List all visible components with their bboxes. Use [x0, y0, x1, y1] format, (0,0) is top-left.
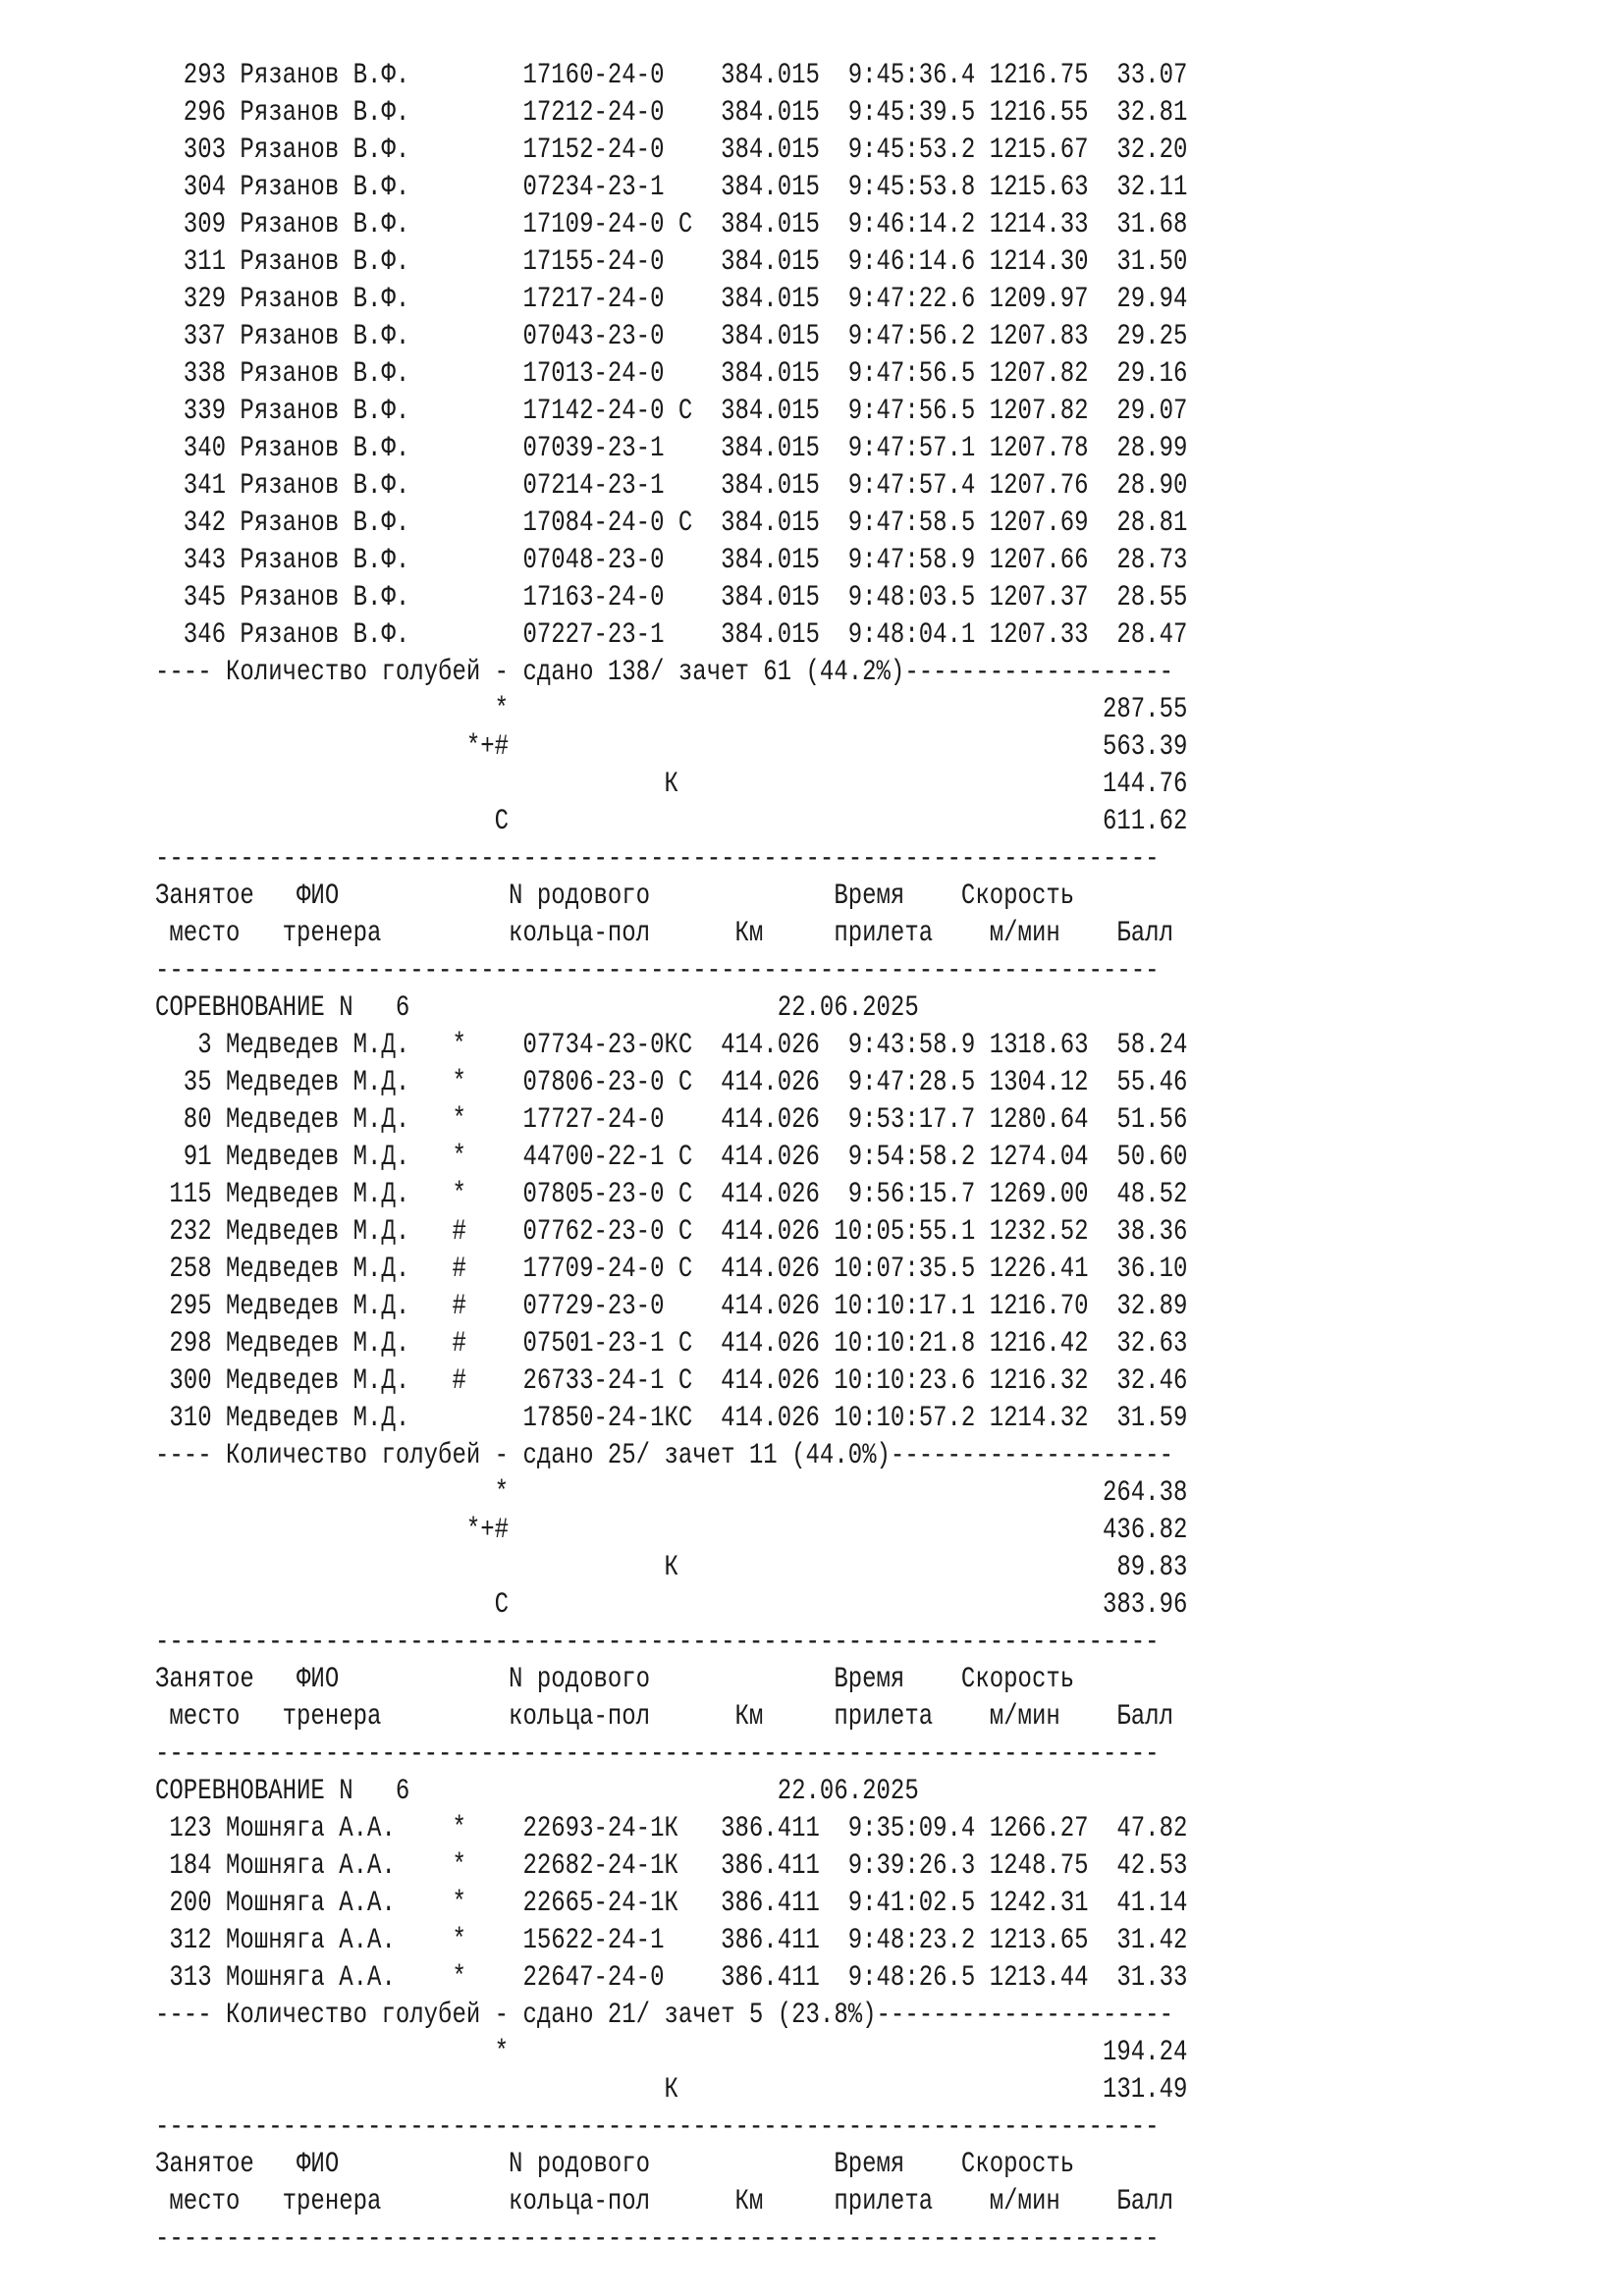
separator-line: -----------------------------------------------------------------------: [155, 1626, 1160, 1659]
result-row: 329 Рязанов В.Ф. 17217-24-0 384.015 9:47:22.6 1209.97 29.94: [155, 283, 1188, 316]
total-line: К 144.76: [155, 768, 1188, 801]
separator-line: -----------------------------------------------------------------------: [155, 842, 1160, 876]
summary-line: ---- Количество голубей - сдано 25/ зачет 11 (44.0%)--------------------: [155, 1439, 1173, 1472]
total-line: *+# 436.82: [155, 1514, 1188, 1547]
separator-line: -----------------------------------------------------------------------: [155, 2222, 1160, 2256]
header-row-1: Занятое ФИО N родового Время Скорость: [155, 2148, 1075, 2181]
total-line: * 264.38: [155, 1476, 1188, 1510]
result-row: 80 Медведев М.Д. * 17727-24-0 414.026 9:53:17.7 1280.64 51.56: [155, 1103, 1188, 1137]
summary-line: ---- Количество голубей - сдано 138/ зачет 61 (44.2%)-------------------: [155, 656, 1173, 689]
result-row: 303 Рязанов В.Ф. 17152-24-0 384.015 9:45:53.2 1215.67 32.20: [155, 133, 1188, 167]
result-row: 312 Мошняга А.А. * 15622-24-1 386.411 9:48:23.2 1213.65 31.42: [155, 1924, 1188, 1957]
result-row: 258 Медведев М.Д. # 17709-24-0 С 414.026 10:07:35.5 1226.41 36.10: [155, 1253, 1188, 1286]
total-line: К 89.83: [155, 1551, 1188, 1584]
result-row: 115 Медведев М.Д. * 07805-23-0 С 414.026 9:56:15.7 1269.00 48.52: [155, 1178, 1188, 1211]
result-row: 293 Рязанов В.Ф. 17160-24-0 384.015 9:45:36.4 1216.75 33.07: [155, 59, 1188, 92]
result-row: 311 Рязанов В.Ф. 17155-24-0 384.015 9:46:14.6 1214.30 31.50: [155, 245, 1188, 279]
result-row: 295 Медведев М.Д. # 07729-23-0 414.026 10:10:17.1 1216.70 32.89: [155, 1290, 1188, 1323]
separator-line: -----------------------------------------------------------------------: [155, 2110, 1160, 2144]
header-row-2: место тренера кольца-пол Км прилета м/мин Балл: [155, 1700, 1173, 1734]
total-line: *+# 563.39: [155, 730, 1188, 764]
result-row: 200 Мошняга А.А. * 22665-24-1К 386.411 9:41:02.5 1242.31 41.14: [155, 1887, 1188, 1920]
result-row: 345 Рязанов В.Ф. 17163-24-0 384.015 9:48:03.5 1207.37 28.55: [155, 581, 1188, 614]
total-line: * 287.55: [155, 693, 1188, 726]
result-row: 309 Рязанов В.Ф. 17109-24-0 С 384.015 9:46:14.2 1214.33 31.68: [155, 208, 1188, 241]
result-row: 338 Рязанов В.Ф. 17013-24-0 384.015 9:47:56.5 1207.82 29.16: [155, 357, 1188, 391]
total-line: * 194.24: [155, 2036, 1188, 2069]
result-row: 337 Рязанов В.Ф. 07043-23-0 384.015 9:47:56.2 1207.83 29.25: [155, 320, 1188, 353]
result-row: 313 Мошняга А.А. * 22647-24-0 386.411 9:48:26.5 1213.44 31.33: [155, 1961, 1188, 1995]
result-row: 342 Рязанов В.Ф. 17084-24-0 С 384.015 9:47:58.5 1207.69 28.81: [155, 507, 1188, 540]
result-row: 35 Медведев М.Д. * 07806-23-0 С 414.026 9:47:28.5 1304.12 55.46: [155, 1066, 1188, 1099]
result-row: 343 Рязанов В.Ф. 07048-23-0 384.015 9:47:58.9 1207.66 28.73: [155, 544, 1188, 577]
header-row-2: место тренера кольца-пол Км прилета м/мин Балл: [155, 917, 1173, 950]
total-line: С 611.62: [155, 805, 1188, 838]
result-row: 339 Рязанов В.Ф. 17142-24-0 С 384.015 9:47:56.5 1207.82 29.07: [155, 395, 1188, 428]
result-row: 3 Медведев М.Д. * 07734-23-0КС 414.026 9:43:58.9 1318.63 58.24: [155, 1029, 1188, 1062]
result-row: 346 Рязанов В.Ф. 07227-23-1 384.015 9:48:04.1 1207.33 28.47: [155, 618, 1188, 652]
total-line: С 383.96: [155, 1588, 1188, 1622]
header-row-1: Занятое ФИО N родового Время Скорость: [155, 1663, 1075, 1696]
competition-line: СОРЕВНОВАНИЕ N 6 22.06.2025: [155, 991, 919, 1025]
result-row: 232 Медведев М.Д. # 07762-23-0 С 414.026 10:05:55.1 1232.52 38.36: [155, 1215, 1188, 1249]
competition-line: СОРЕВНОВАНИЕ N 6 22.06.2025: [155, 1775, 919, 1808]
result-row: 296 Рязанов В.Ф. 17212-24-0 384.015 9:45:39.5 1216.55 32.81: [155, 96, 1188, 130]
separator-line: -----------------------------------------------------------------------: [155, 954, 1160, 988]
result-row: 340 Рязанов В.Ф. 07039-23-1 384.015 9:47:57.1 1207.78 28.99: [155, 432, 1188, 465]
total-line: К 131.49: [155, 2073, 1188, 2107]
result-row: 341 Рязанов В.Ф. 07214-23-1 384.015 9:47:57.4 1207.76 28.90: [155, 469, 1188, 503]
summary-line: ---- Количество голубей - сдано 21/ зачет 5 (23.8%)---------------------: [155, 1999, 1173, 2032]
header-row-2: место тренера кольца-пол Км прилета м/мин Балл: [155, 2185, 1173, 2218]
result-row: 304 Рязанов В.Ф. 07234-23-1 384.015 9:45:53.8 1215.63 32.11: [155, 171, 1188, 204]
result-row: 184 Мошняга А.А. * 22682-24-1К 386.411 9:39:26.3 1248.75 42.53: [155, 1849, 1188, 1883]
result-row: 123 Мошняга А.А. * 22693-24-1К 386.411 9:35:09.4 1266.27 47.82: [155, 1812, 1188, 1845]
result-row: 91 Медведев М.Д. * 44700-22-1 С 414.026 9:54:58.2 1274.04 50.60: [155, 1141, 1188, 1174]
result-row: 310 Медведев М.Д. 17850-24-1КС 414.026 10:10:57.2 1214.32 31.59: [155, 1402, 1188, 1435]
result-row: 298 Медведев М.Д. # 07501-23-1 С 414.026 10:10:21.8 1216.42 32.63: [155, 1327, 1188, 1361]
separator-line: -----------------------------------------------------------------------: [155, 1737, 1160, 1771]
result-row: 300 Медведев М.Д. # 26733-24-1 С 414.026 10:10:23.6 1216.32 32.46: [155, 1364, 1188, 1398]
header-row-1: Занятое ФИО N родового Время Скорость: [155, 880, 1075, 913]
